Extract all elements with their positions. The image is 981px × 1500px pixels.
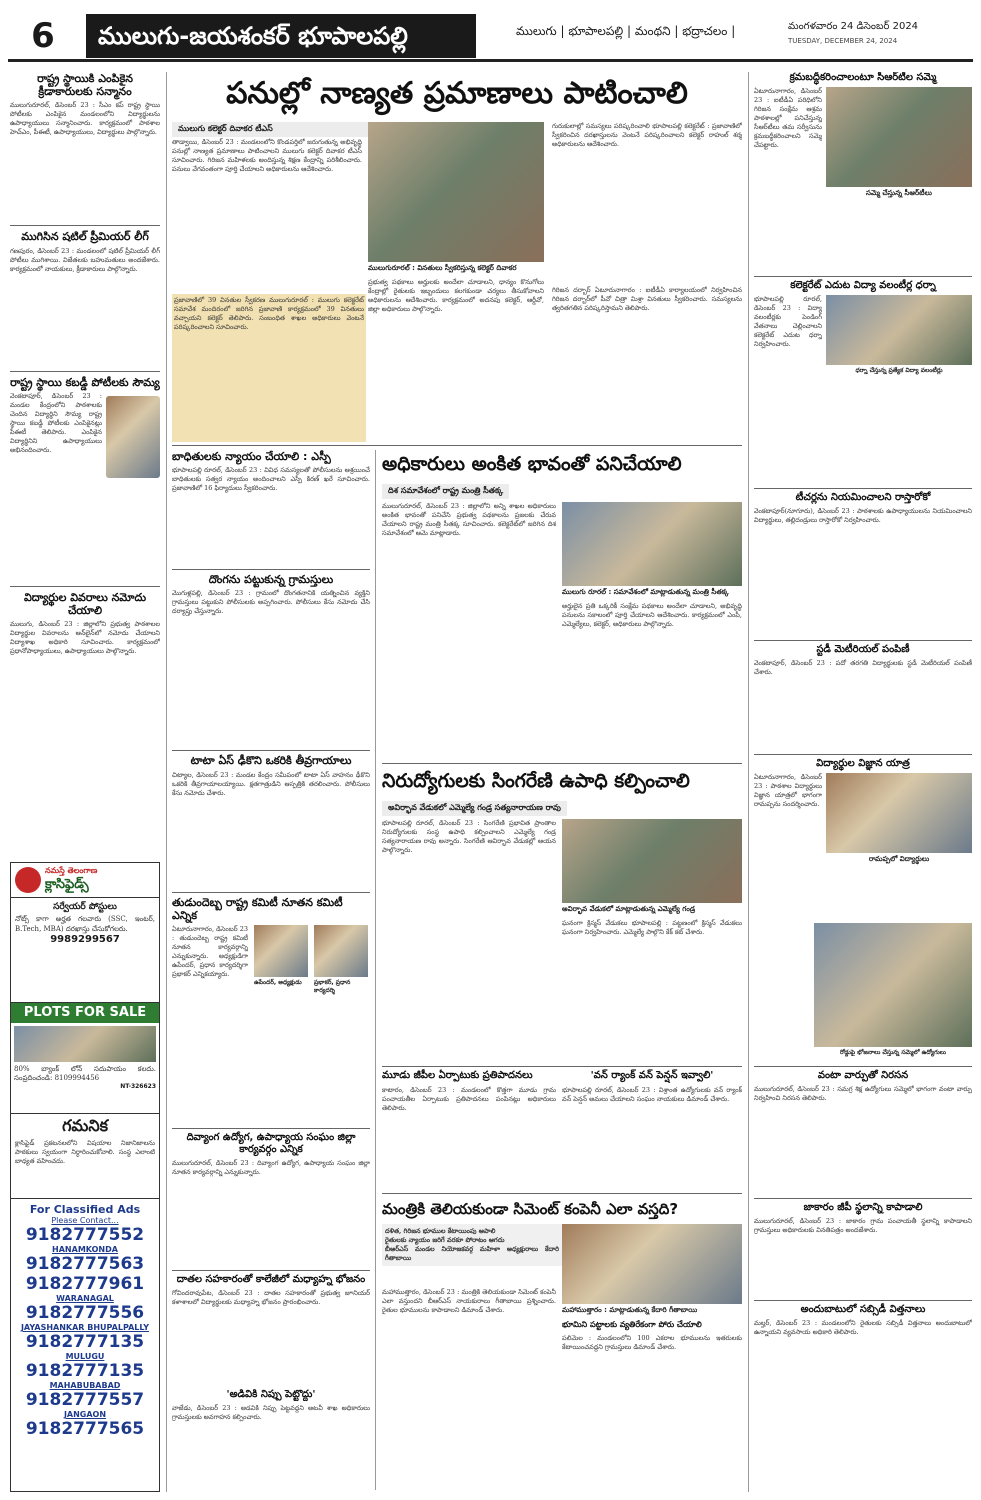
divider [382,1066,742,1067]
phone-number: 9182777135 [25,1361,145,1381]
article-body: ఏటూరునాగారం, డిసెంబర్ 23 : తుడుందెబ్బ రాష్ట్ర కమిటీ నూతన కార్యవర్గాన్ని ఎన్నుకున్నారు. అధ్యక్షుడిగా ఉపేందర్, ప్రధాన కార్యదర్శిగా ప్రభాకర్ ఎన్నికయ్యారు. [172,924,248,978]
portrait-caption: ఉపేందర్, అధ్యక్షుడు [254,978,302,986]
article-headline: దాతల సహకారంతో కాలేజీలో మధ్యాహ్న భోజనం [176,1273,366,1285]
article-body: గోవిందరావుపేట, డిసెంబర్ 23 : దాతల సహకారంతో ప్రభుత్వ జూనియర్ కళాశాలలో విద్యార్థులకు మధ్యాహ్న భోజనం ప్రారంభించారు. [172,1288,370,1306]
protest-photo [814,923,972,1047]
dharna-photo [826,295,972,365]
divider [10,225,160,226]
classifieds-panel [10,862,160,1492]
divider [754,276,972,277]
article-body: మహాముత్తారం, డిసెంబర్ 23 : మంత్రికి తెలియకుండా సిమెంట్ కంపెనీ ఎలా వస్తుందని బీఆర్ఎస్ నాయకురాలు గీతాబాయి ప్రశ్నించారు. రైతుల భూములను కాపాడాలని డిమాండ్ చేశారు. [382,1288,556,1314]
article-body: మల్హర్, డిసెంబర్ 23 : మండలంలోని రైతులకు సబ్సిడీ విత్తనాలు అందుబాటులో ఉన్నాయని వ్యవసాయ అధికారి తెలిపారు. [754,1319,972,1336]
article-headline: విద్యార్థుల విజ్ఞాన యాత్ర [816,758,910,769]
article-body: భూపాలపల్లి రూరల్, డిసెంబర్ 23 : వివిధ సమస్యలతో పోలీసులను ఆశ్రయించే బాధితులకు సత్వర న్యాయం అందించాలని ఎస్పీ కిరణ్ ఖరే సూచించారు. ప్రజావాణిలో 16 ఫిర్యాదులు స్వీకరించారు. [172,466,370,493]
article-headline: 'అడివికి నిప్పు పెట్టొద్దు' [226,1388,316,1400]
photo-caption: అవిర్భావ వేడుకలో మాట్లాడుతున్న ఎమ్మెల్యే గండ్ర [562,905,696,913]
area-label: JANGAON [63,1410,107,1419]
article-body: ఘనంగా క్రిస్మస్ వేడుకలు భూపాలపల్లి : పట్టణంలో క్రిస్మస్ వేడుకలు ఘనంగా నిర్వహించారు. ఎమ్మెల్యే పాల్గొని కేక్ కట్ చేశారు. [562,919,742,936]
article-headline: రాష్ట్ర స్థాయి కబడ్డీ పోటీలకు సౌమ్య [10,375,160,389]
page-title: ములుగు-జయశంకర్ భూపాలపల్లి [86,14,476,58]
article-headline: కలెక్టరేట్ ఎదుట విద్యా వలంటీర్ల ధర్నా [790,280,936,291]
plots-photo [14,1026,156,1062]
article-headline: మూడు జీపీల ఏర్పాటుకు ప్రతిపాదనలు [382,1070,533,1081]
lead-headline: పనుల్లో నాణ్యత ప్రమాణాలు పాటించాలి [226,76,688,111]
divider [382,1193,742,1194]
meeting-photo [562,502,742,586]
phone-number: 9182777135 [25,1332,145,1352]
bullet-box [382,1224,562,1266]
phone-list [11,1225,159,1439]
article-body: భూపాలపల్లి రూరల్, డిసెంబర్ 23 : విద్యా వలంటీర్లకు పెండింగ్ వేతనాలు చెల్లించాలని కలెక్టరేట్ ఎదుట ధర్నా నిర్వహించారు. [754,295,822,348]
article-body: మొగుళ్లపల్లి, డిసెంబర్ 23 : గ్రామంలో దొంగతనానికి యత్నించిన వ్యక్తిని గ్రామస్తులు పట్టుకుని పోలీసులకు అప్పగించారు. పోలీసులు కేసు నమోదు చేసి దర్యాప్తు చేస్తున్నారు. [172,589,370,616]
divider [172,1128,370,1129]
article-headline: టీచర్లను నియమించాలని రాస్తారోకో [795,492,931,503]
divider [10,371,160,372]
article-headline: టాటా ఏస్ ఢీకొని ఒకరికి తీవ్రగాయాలు [190,754,352,768]
portrait-photo [254,925,308,977]
article-headline: మంత్రికి తెలియకుండా సిమెంట్ కంపెనీ ఎలా వస్తది? [382,1200,679,1218]
trip-photo [826,773,972,853]
article-headline: తుడుందెబ్బ రాష్ట్ర కమిటీ నూతన కమిటీ ఎన్నిక [172,895,343,922]
article-body: ములుగురూరల్, డిసెంబర్ 23 : దివ్యాంగ ఉద్యోగ, ఉపాధ్యాయ సంఘం జిల్లా నూతన కార్యవర్గాన్ని ఎన్నుకున్నారు. [172,1158,370,1176]
phone-number: 9182777961 [25,1274,145,1294]
article-body: ములుగు, డిసెంబర్ 23 : జిల్లాలోని ప్రభుత్వ పాఠశాలల విద్యార్థుల వివరాలను ఆన్‌లైన్‌లో నమోదు చేయాలని విద్యాశాఖ అధికారి సూచించారు. కార్యక్రమంలో ప్రధానోపాధ్యాయులు, ఉపాధ్యాయులు పాల్గొన్నారు. [10,620,160,656]
wanted-text: నోట్స్ కాగా అర్హత గలవారు (SSC, ఇంటర్, B.Tech, MBA) దరఖాస్తు చేసుకోగలరు. [15,915,155,933]
divider [172,892,370,893]
area-label: MAHABUBABAD [49,1381,121,1390]
article-body: ములుగురూరల్, డిసెంబర్ 23 : జిల్లాలోని అన్ని శాఖల అధికారులు అంకిత భావంతో పనిచేసి ప్రభుత్వ పథకాలను ప్రజలకు చేరువ చేయాలని రాష్ట్ర మంత్రి సీతక్క సూచించారు. కలెక్టరేట్‌లో జరిగిన దిశ సమావేశంలో ఆమె మాట్లాడారు. [382,502,556,537]
left-column [10,72,160,862]
column-rule [166,72,167,1492]
lead-body: గిరిజన దర్బార్ ఏటూరునాగారం : ఐటీడీఏ కార్యాలయంలో నిర్వహించిన గిరిజన దర్బార్‌లో పీవో చిత్రా మిశ్రా వినతులు స్వీకరించారు. సమస్యలను త్వరితగతిన పరిష్కరిస్తామని తెలిపారు. [552,286,742,312]
lead-story [172,72,742,442]
divider [172,445,742,446]
classified-brand: నమస్తే తెలంగాణ [45,865,98,875]
lead-kicker: ములుగు కలెక్టర్ దివాకర టీఎస్ [172,122,374,137]
divider [754,754,972,755]
phone-number: 9182777556 [25,1303,145,1323]
divider [172,1270,370,1271]
article-body: అర్హులైన ప్రతి ఒక్కరికీ సంక్షేమ పథకాలు అందేలా చూడాలని, అభివృద్ధి పనులను సకాలంలో పూర్తి చేయాలని ఆదేశించారు. కార్యక్రమంలో ఎంపీ, ఎమ్మెల్యేలు, కలెక్టర్, అధికారులు పాల్గొన్నారు. [562,602,742,628]
plots-heading: PLOTS FOR SALE [11,1003,159,1023]
article-headline: బాధితులకు న్యాయం చేయాలి : ఎస్పీ [172,450,331,463]
photo-caption: సమ్మె చేస్తున్న సీఆర్‌టీలు [866,189,932,197]
column-rule [748,72,749,1492]
article-body: ఏటూరునాగారం, డిసెంబర్ 23 : పాఠశాల విద్యార్థులు విజ్ఞాన యాత్రలో భాగంగా రామప్పను సందర్శించారు. [754,773,822,808]
phone-number: 9182777552 [25,1225,145,1245]
portrait-photo [562,1224,742,1304]
column-b [172,450,370,1490]
article-body: కాటారం, డిసెంబర్ 23 : మండలంలో కొత్తగా మూడు గ్రామ పంచాయతీల ఏర్పాటుకు ప్రతిపాదనలు పంపినట్లు అధికారులు తెలిపారు. [382,1086,556,1112]
plots-ad [11,1003,159,1114]
phone-number: 9182777565 [25,1419,145,1439]
notice-text: క్లాసిఫైడ్ ప్రకటనలలోని విషయాల నిజానిజాలను పాఠకులు స్వయంగా నిర్ధారించుకోవాలి. సంస్థ ఎలాంటి బాధ్యత వహించదు. [15,1139,155,1165]
article-body: చిట్యాల, డిసెంబర్ 23 : మండల కేంద్రం సమీపంలో టాటా ఏస్ వాహనం ఢీకొని ఒకరికి తీవ్రగాయాలయ్యాయి. క్షతగాత్రుడిని ఆస్పత్రికి తరలించారు. పోలీసులు కేసు నమోదు చేశారు. [172,770,370,797]
masthead [8,10,973,62]
article-body: వాజేడు, డిసెంబర్ 23 : అడవికి నిప్పు పెట్టవద్దని అటవీ శాఖ అధికారులు గ్రామస్తులకు అవగాహన కల్పించారు. [172,1403,370,1421]
portrait-caption: ప్రభాకర్, ప్రధాన కార్యదర్శి [314,978,351,994]
article-headline: 'వన్ ర్యాంక్ వన్ పెన్షన్ ఇవ్వాలి' [590,1070,714,1081]
article-body: భూపాలపల్లి రూరల్, డిసెంబర్ 23 : సింగరేణి ప్రభావిత ప్రాంతాల నిరుద్యోగులకు సంస్థ ఉపాధి కల్పించాలని ఎమ్మెల్యే గండ్ర సత్యనారాయణ రావు అన్నారు. సింగరేణి ఆవిర్భావ వేడుకల్లో ఆయన పాల్గొన్నారు. [382,819,556,854]
article-body: భూపాలపల్లి రూరల్, డిసెంబర్ 23 : విశ్రాంత ఉద్యోగులకు వన్ ర్యాంక్ వన్ పెన్షన్ అమలు చేయాలని సంఘం నాయకులు డిమాండ్ చేశారు. [562,1086,742,1103]
column-c [382,450,742,1490]
dateline [788,20,973,48]
divider [754,640,972,641]
divider [10,586,160,587]
article-headline: వంటా వార్పుతో నిరసన [817,1070,909,1081]
article-kicker: అవిర్భావ వేడుకలో ఎమ్మెల్యే గండ్ర సత్యనారాయణ రావు [382,801,567,816]
event-photo [562,819,742,903]
strike-photo [826,87,972,187]
notice-heading: గమనిక [62,1116,108,1135]
article-body: వెంకటాపూర్, డిసెంబర్ 23 : పదో తరగతి విద్యార్థులకు స్టడీ మెటీరియల్ పంపిణీ చేశారు. [754,659,972,676]
article-kicker: దిశ సమావేశంలో రాష్ట్ర మంత్రి సీతక్క [382,484,509,499]
article-body: ములుగురూరల్, డిసెంబర్ 23 : సమగ్ర శిక్ష ఉద్యోగులు సమ్మెలో భాగంగా వంటా వార్పు నిర్వహించి నిరసన తెలిపారు. [754,1085,972,1102]
lead-photo-caption: ములుగురూరల్ : వినతులు స్వీకరిస్తున్న కలెక్టర్ దివాకర [368,264,517,272]
article-headline: క్రమబద్ధీకరించాలంటూ సీఆర్‌టీల సమ్మె [789,72,937,83]
contact-heading: For Classified Ads [29,1203,141,1216]
sub-headline: భూమిని పట్టాలకు వ్యతిరేకంగా పోరు చేయాలి [562,1320,702,1329]
article-body: వెంకటాపూర్, డిసెంబర్ 23 : మండల కేంద్రంలోని పాఠశాలకు చెందిన విద్యార్థిని సౌమ్య రాష్ట్ర స్థాయి కబడ్డీ పోటీలకు ఎంపికైనట్లు పీఈటీ తెలిపారు. ఎంపికైన విద్యార్థినిని ఉపాధ్యాయులు అభినందించారు. [10,391,102,454]
right-column [754,72,972,1492]
divider [172,750,370,751]
bullet-item: దళిత, గిరిజన భూముల కేటాయింపు ఆపాలి [385,1227,496,1235]
photo-caption: ములుగు రూరల్ : సమావేశంలో మాట్లాడుతున్న మంత్రి సీతక్క [562,588,729,596]
divider [754,1300,972,1301]
divider [382,763,742,764]
plots-text: 80% బ్యాంక్ లోన్ సదుపాయం కలదు. సంప్రదించండి: 8109994456 [14,1065,156,1082]
lead-body-box: ప్రజావాణిలో 39 వినతుల స్వీకరణ ములుగురూరల్ : ములుగు కలెక్టరేట్ సమావేశ మందిరంలో జరిగిన ప్రజావాణి కార్యక్రమంలో 39 వినతులు వచ్చాయని కలెక్టర్ తెలిపారు. సంబంధిత శాఖల అధికారులు వెంటనే పరిష్కరించాలని సూచించారు. [172,294,366,442]
column-rule [375,450,376,1490]
article-headline: దివ్యాంగ ఉద్యోగ, ఉపాధ్యాయ సంఘం జిల్లా కార్యవర్గం ఎన్నిక [186,1131,356,1155]
divider [172,569,370,570]
divider [754,1066,972,1067]
contact-subheading: Please Contact... [51,1216,119,1225]
area-label: MULUGU [65,1352,105,1361]
article-headline: అధికారులు అంకిత భావంతో పనిచేయాలి [382,453,682,475]
phone-number: 9182777563 [25,1254,145,1274]
article-headline: స్టడీ మెటీరియల్ పంపిణీ [816,644,910,655]
divider [754,488,972,489]
article-headline: ముగిసిన షటిల్ ప్రీమియర్ లీగ్ [21,230,149,244]
bullet-item: రైతులకు న్యాయం జరిగే వరకూ పోరాటం ఆగదు [385,1236,505,1244]
photo-caption: ధర్నా చేస్తున్న ప్రత్యేక విద్యా వలంటీర్లు [855,367,943,374]
wanted-phone: 9989299567 [50,934,120,945]
lead-body: తాడ్వాయి, డిసెంబర్ 23 : మండలంలోని కొండపర్తిలో జరుగుతున్న అభివృద్ధి పనుల్లో నాణ్యత ప్రమాణాలు పాటించాలని ములుగు కలెక్టర్ దివాకర టీఎస్ సూచించారు. గిరిజన మహిళలకు అందిస్తున్న శిక్షణ కేంద్రాన్ని పరిశీలించారు. పనులు వేగవంతంగా పూర్తి చేయాలని అధికారులను ఆదేశించారు. [172,138,362,173]
classified-heading: క్లాసిఫైడ్స్ [45,876,89,892]
area-label: JAYASHANKAR BHUPALPALLY [20,1323,150,1332]
photo-caption: రోడ్డుపై భోజనాలు చేస్తున్న సమ్మెలో ఉద్యోగులు [839,1049,946,1056]
article-body: ములుగురూరల్, డిసెంబర్ 23 : సీఎం కప్ రాష్ట్ర స్థాయి పోటీలకు ఎంపికైన మండలంలోని విద్యార్థులను ఉపాధ్యాయులు సన్మానించారు. కార్యక్రమంలో పాఠశాల హెచ్ఎం, పీఈటీ, ఉపాధ్యాయులు, విద్యార్థులు పాల్గొన్నారు. [10,101,160,137]
article-headline: దొంగను పట్టుకున్న గ్రామస్తులు [208,573,334,587]
date-english: TUESDAY, DECEMBER 24, 2024 [788,37,898,45]
article-headline: జాకారం జీపీ స్థలాన్ని కాపాడాలి [803,1202,923,1213]
article-body: పలిమెల : మండలంలోని 100 ఎకరాల భూములను ఇతరులకు కేటాయించవద్దని గ్రామస్తులు డిమాండ్ చేశారు. [562,1334,742,1351]
article-body: వెంకటాపూర్(నూగూరు), డిసెంబర్ 23 : పాఠశాలకు ఉపాధ్యాయులను నియమించాలని విద్యార్థులు, తల్లిదండ్రులు రాస్తారోకో నిర్వహించారు. [754,507,972,524]
bullet-item: బీఆర్ఎస్ మండల నియోజకవర్గ మహిళా అధ్యక్షురాలు కేదారి గీతాబాయి [385,1245,559,1262]
wanted-heading: సర్వేయర్ పోస్టులు [53,902,117,912]
page-number: 6 [31,16,55,56]
plots-ref: NT-326623 [120,1083,156,1090]
article-body: ఏటూరునాగారం, డిసెంబర్ 23 : ఐటీడీఏ పరిధిలోని గిరిజన సంక్షేమ ఆశ్రమ పాఠశాలల్లో పనిచేస్తున్న సీఆర్‌టీలు తమ సర్వీసును క్రమబద్ధీకరించాలని సమ్మె చేపట్టారు. [754,87,822,149]
article-headline: అందుబాటులో సబ్సిడీ విత్తనాలు [800,1304,926,1315]
area-label: WARANAGAL [56,1294,114,1303]
photo-caption: రామప్పలో విద్యార్థులు [868,855,930,863]
article-headline: రాష్ట్ర స్థాయికి ఎంపికైన క్రీడాకారులకు సన్మానం [37,72,133,99]
lead-body: గురుకులాల్లో సమస్యలు పరిష్కరించాలి భూపాలపల్లి కలెక్టరేట్ : ప్రజావాణిలో స్వీకరించిన దరఖాస్తులను వెంటనే పరిష్కరించాలని కలెక్టర్ రాహుల్ శర్మ అధికారులను ఆదేశించారు. [552,122,742,148]
lead-photo [368,122,544,262]
wanted-ad [11,898,159,1003]
photo-caption: మహాముత్తారం : మాట్లాడుతున్న కేదారి గీతాబాయి [562,1306,698,1314]
article-body: ములుగురూరల్, డిసెంబర్ 23 : జాకారం గ్రామ పంచాయతీ స్థలాన్ని కాపాడాలని గ్రామస్తులు అధికారులకు వినతిపత్రం అందజేశారు. [754,1217,972,1234]
portrait-photo [314,925,368,977]
newspaper-logo-icon [15,867,41,893]
contact-box [11,1199,159,1443]
phone-number: 9182777557 [25,1390,145,1410]
article-headline: విద్యార్థుల వివరాలు నమోదు చేయాలి [23,590,147,617]
date-telugu: మంగళవారం 24 డిసెంబర్ 2024 [788,21,919,32]
lead-body: ప్రభుత్వ పథకాలు అర్హులకు అందేలా చూడాలని, ధాన్యం కొనుగోలు కేంద్రాల్లో రైతులకు ఇబ్బందులు కలగకుండా చర్యలు తీసుకోవాలని అధికారులను ఆదేశించారు. కార్యక్రమంలో అదనపు కలెక్టర్, ఆర్డీవో, జిల్లా అధికారులు పాల్గొన్నారు. [368,278,544,313]
divider [754,1198,972,1199]
student-photo [106,396,160,478]
area-label: HANAMKONDA [52,1245,118,1254]
article-body: గణపురం, డిసెంబర్ 23 : మండలంలో షటిల్ ప్రీమియర్ లీగ్ పోటీలు ముగిశాయి. విజేతలకు బహుమతులు అందజేశారు. కార్యక్రమంలో నాయకులు, క్రీడాకారులు పాల్గొన్నారు. [10,246,160,273]
article-headline: నిరుద్యోగులకు సింగరేణి ఉపాధి కల్పించాలి [382,770,690,792]
notice-box [11,1114,159,1199]
section-list: ములుగు | భూపాలపల్లి | మంథని | భద్రాచలం | [516,24,736,38]
